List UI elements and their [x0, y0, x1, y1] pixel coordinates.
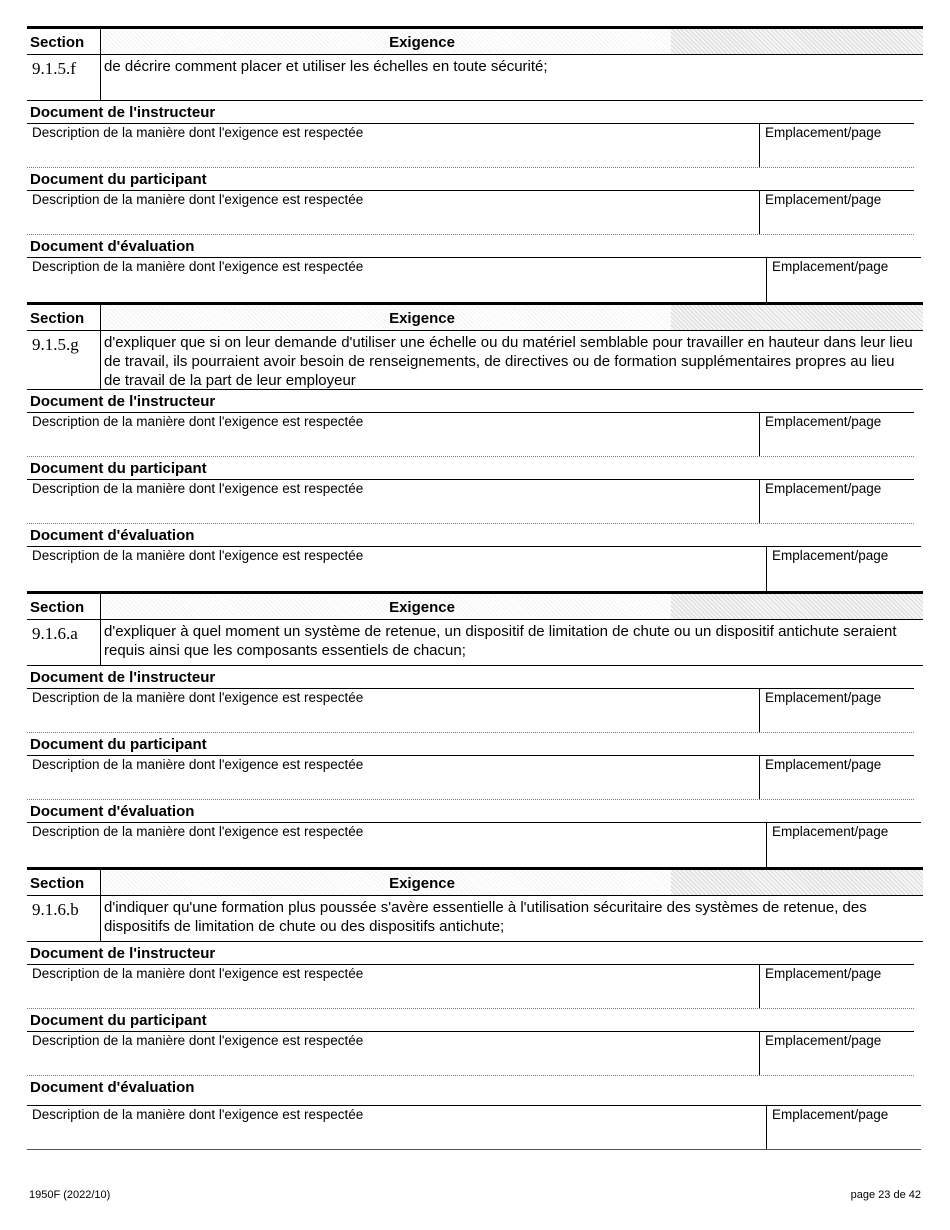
description-field[interactable]: Description de la manière dont l'exigence est respectée	[27, 258, 767, 302]
requirement-block	[27, 867, 923, 1150]
participant-doc-title: Document du participant	[30, 736, 207, 753]
location-field[interactable]: Emplacement/page	[765, 481, 882, 496]
instructor-doc-row	[27, 688, 914, 733]
evaluation-doc-title: Document d'évaluation	[30, 238, 195, 255]
participant-doc-title: Document du participant	[30, 171, 207, 188]
table-header	[27, 591, 923, 620]
requirement-text: d'indiquer qu'une formation plus poussée s'avère essentielle à l'utilisation sécuritaire des systèmes de retenue, des dispositifs de limitation de chute ou des dispositifs antichute;	[104, 899, 867, 935]
location-field[interactable]: Emplacement/page	[765, 1033, 882, 1048]
exigence-header: Exigence	[101, 29, 923, 54]
instructor-doc-row	[27, 964, 914, 1009]
requirement-text: de décrire comment placer et utiliser les échelles en toute sécurité;	[104, 58, 548, 75]
table-header	[27, 26, 923, 55]
evaluation-doc-row	[27, 822, 921, 867]
participant-doc-title: Document du participant	[30, 1012, 207, 1029]
requirement-block	[27, 302, 923, 591]
requirement-block	[27, 26, 923, 302]
section-header: Section	[27, 305, 101, 330]
section-header: Section	[27, 870, 101, 895]
description-field[interactable]: Description de la manière dont l'exigence est respectée	[27, 1032, 760, 1075]
location-field[interactable]: Emplacement/page	[772, 1107, 889, 1122]
requirement-number: 9.1.6.a	[27, 620, 101, 665]
location-field[interactable]: Emplacement/page	[765, 192, 882, 207]
participant-doc-row	[27, 479, 914, 524]
instructor-doc-row	[27, 412, 914, 457]
instructor-doc-title: Document de l'instructeur	[30, 104, 216, 121]
description-field[interactable]: Description de la manière dont l'exigence est respectée	[27, 413, 760, 456]
table-header	[27, 302, 923, 331]
location-field[interactable]: Emplacement/page	[765, 966, 882, 981]
requirement-block	[27, 591, 923, 867]
requirement-row	[27, 896, 923, 942]
participant-doc-title: Document du participant	[30, 460, 207, 477]
evaluation-doc-title: Document d'évaluation	[30, 527, 195, 544]
instructor-doc-title: Document de l'instructeur	[30, 945, 216, 962]
instructor-doc-row	[27, 123, 914, 168]
requirement-row	[27, 55, 923, 101]
form-page	[27, 26, 923, 1150]
exigence-header: Exigence	[101, 594, 923, 619]
evaluation-doc-row	[27, 257, 921, 302]
description-field[interactable]: Description de la manière dont l'exigence est respectée	[27, 1106, 767, 1149]
requirement-text: d'expliquer à quel moment un système de retenue, un dispositif de limitation de chute ou un dispositif antichute seraient requis ainsi que les composants essentiels de chacun;	[104, 623, 897, 659]
exigence-header: Exigence	[101, 870, 923, 895]
location-field[interactable]: Emplacement/page	[765, 125, 882, 140]
instructor-doc-title: Document de l'instructeur	[30, 393, 216, 410]
description-field[interactable]: Description de la manière dont l'exigence est respectée	[27, 965, 760, 1008]
location-field[interactable]: Emplacement/page	[772, 824, 889, 839]
requirement-number: 9.1.5.g	[27, 331, 101, 389]
participant-doc-row	[27, 755, 914, 800]
location-field[interactable]: Emplacement/page	[765, 757, 882, 772]
description-field[interactable]: Description de la manière dont l'exigence est respectée	[27, 823, 767, 867]
participant-doc-row	[27, 1031, 914, 1076]
location-field[interactable]: Emplacement/page	[765, 414, 882, 429]
description-field[interactable]: Description de la manière dont l'exigence est respectée	[27, 124, 760, 167]
evaluation-doc-row	[27, 546, 921, 591]
location-field[interactable]: Emplacement/page	[765, 690, 882, 705]
requirement-row	[27, 620, 923, 666]
page-number: page 23 de 42	[850, 1189, 921, 1201]
description-field[interactable]: Description de la manière dont l'exigence est respectée	[27, 480, 760, 523]
instructor-doc-title: Document de l'instructeur	[30, 669, 216, 686]
form-number: 1950F (2022/10)	[29, 1189, 111, 1201]
section-header: Section	[27, 29, 101, 54]
section-header: Section	[27, 594, 101, 619]
description-field[interactable]: Description de la manière dont l'exigence est respectée	[27, 689, 760, 732]
evaluation-doc-title: Document d'évaluation	[30, 803, 195, 820]
table-header	[27, 867, 923, 896]
requirement-row	[27, 331, 923, 390]
description-field[interactable]: Description de la manière dont l'exigence est respectée	[27, 191, 760, 234]
location-field[interactable]: Emplacement/page	[772, 259, 889, 274]
exigence-header: Exigence	[101, 305, 923, 330]
requirement-number: 9.1.5.f	[27, 55, 101, 100]
evaluation-doc-row	[27, 1105, 921, 1150]
description-field[interactable]: Description de la manière dont l'exigence est respectée	[27, 547, 767, 591]
requirement-text: d'expliquer que si on leur demande d'utiliser une échelle ou du matériel semblable pour travailler en hauteur dans leur lieu de travail, ils pourraient avoir besoin de renseignements, de directives ou de formation supplémentaires propres au lieu de travail de la part de leur employeur	[104, 334, 913, 389]
evaluation-doc-title: Document d'évaluation	[30, 1079, 195, 1096]
participant-doc-row	[27, 190, 914, 235]
requirement-number: 9.1.6.b	[27, 896, 101, 941]
location-field[interactable]: Emplacement/page	[772, 548, 889, 563]
description-field[interactable]: Description de la manière dont l'exigence est respectée	[27, 756, 760, 799]
